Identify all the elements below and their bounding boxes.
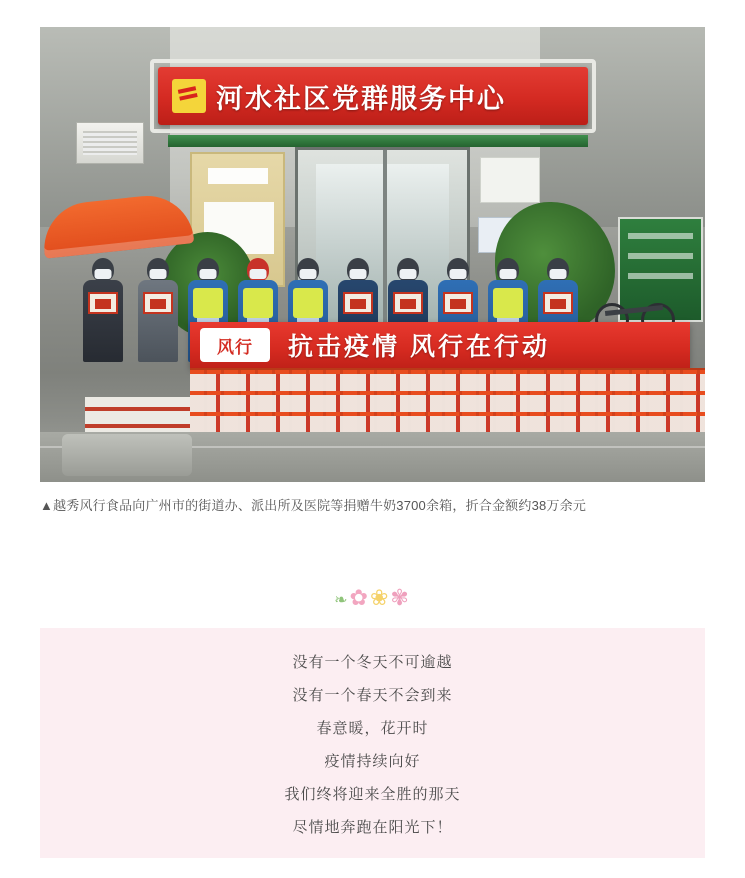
carton-row — [190, 395, 705, 412]
quote-line: 春意暖，花开时 — [316, 720, 429, 737]
brand-logo-text: 风行 — [217, 337, 253, 357]
face-mask — [95, 269, 112, 279]
notice-board-white — [480, 157, 540, 203]
face-mask — [500, 269, 517, 279]
carton-row — [190, 416, 705, 433]
quote-line: 疫情持续向好 — [324, 753, 421, 770]
photo-scene — [40, 27, 705, 482]
community-center-sign-text: 河水社区党群服务中心 — [216, 83, 506, 114]
milk-carton — [543, 292, 573, 314]
party-emblem-icon — [172, 79, 206, 113]
quote-line: 我们终将迎来全胜的那天 — [284, 786, 461, 803]
milk-carton — [443, 292, 473, 314]
brand-logo — [200, 328, 270, 362]
quote-line: 尽情地奔跑在阳光下！ — [292, 819, 453, 836]
safety-vest — [293, 288, 323, 318]
quote-line: 没有一个冬天不可逾越 — [292, 654, 453, 671]
flower-icon-left: ✿ — [349, 585, 370, 610]
face-mask — [350, 269, 367, 279]
event-banner — [190, 322, 690, 368]
milk-carton — [343, 292, 373, 314]
face-mask — [400, 269, 417, 279]
milk-carton — [143, 292, 173, 314]
planter-box — [62, 434, 192, 476]
person — [135, 258, 181, 362]
quote-block — [40, 628, 705, 858]
community-center-sign — [158, 67, 588, 125]
donation-photo — [40, 27, 705, 482]
face-mask — [450, 269, 467, 279]
leaf-icon: ❧ — [334, 592, 350, 609]
flower-divider — [0, 585, 745, 614]
face-mask — [550, 269, 567, 279]
person — [80, 258, 126, 362]
safety-vest — [243, 288, 273, 318]
face-mask — [300, 269, 317, 279]
photo-caption: ▲越秀风行食品向广州市的街道办、派出所及医院等捐赠牛奶3700余箱，折合金额约38万余元 — [40, 498, 587, 513]
air-conditioner-unit — [76, 122, 144, 164]
flower-icon-right: ✾ — [390, 585, 411, 610]
green-board-line — [628, 233, 693, 239]
face-mask — [150, 269, 167, 279]
safety-vest — [193, 288, 223, 318]
event-banner-text: 抗击疫情 风行在行动 — [288, 333, 550, 361]
milk-carton — [393, 292, 423, 314]
wall-notice-small — [208, 168, 268, 184]
quote-line: 没有一个春天不会到来 — [292, 687, 453, 704]
green-awning — [168, 135, 588, 147]
carton-row — [190, 374, 705, 391]
face-mask — [250, 269, 267, 279]
safety-vest — [493, 288, 523, 318]
face-mask — [200, 269, 217, 279]
ground-pavement — [40, 432, 705, 482]
flower-icon-center: ❀ — [369, 585, 391, 610]
milk-carton — [88, 292, 118, 314]
